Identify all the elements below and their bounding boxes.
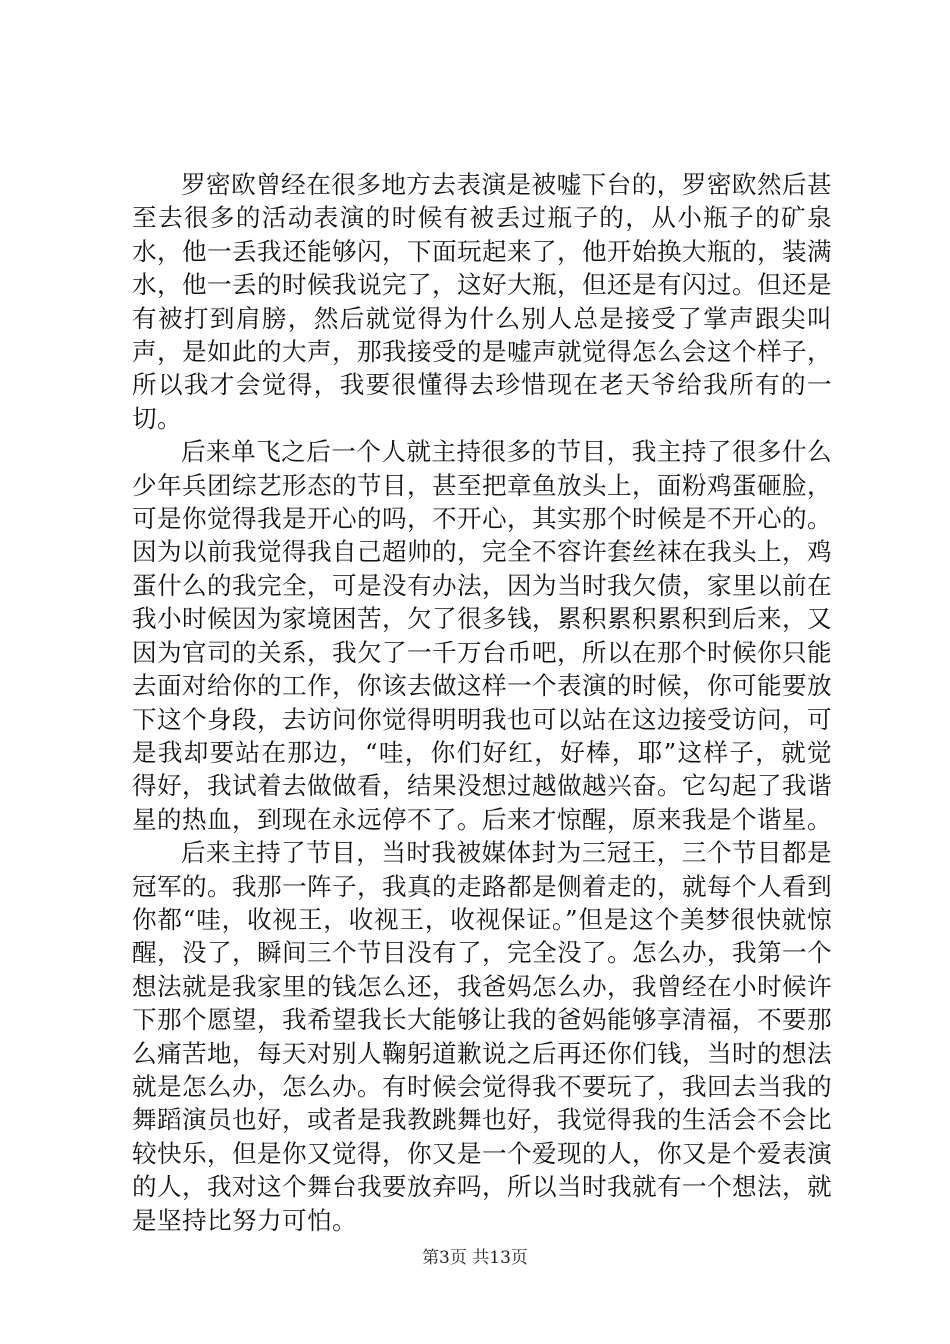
page-number-footer: 第3页 共13页: [422, 1248, 528, 1268]
paragraph-2: 后来单飞之后一个人就主持很多的节目，我主持了很多什么少年兵团综艺形态的节目，甚至把章鱼放头上，面粉鸡蛋砸脸，可是你觉得我是开心的吗，不开心，其实那个时候是不开心的。因为以前我觉得我自己超帅的，完全不容许套丝袜在我头上，鸡蛋什么的我完全，可是没有办法，因为当时我欠债，家里以前在我小时候因为家境困苦，欠了很多钱，累积累积累积到后来，又因为官司的关系，我欠了一千万台币吧，所以在那个时候你只能去面对给你的工作，你该去做这样一个表演的时候，你可能要放下这个身段，去访问你觉得明明我也可以站在这边接受访问，可是我却要站在那边，“哇，你们好红，好棒，耶”这样子，就觉得好，我试着去做做看，结果没想过越做越兴奋。它勾起了我谐星的热血，到现在永远停不了。后来才惊醒，原来我是个谐星。: [132, 437, 832, 834]
paragraph-1: 罗密欧曾经在很多地方去表演是被嘘下台的，罗密欧然后甚至去很多的活动表演的时候有被丢过瓶子的，从小瓶子的矿泉水，他一丢我还能够闪，下面玩起来了，他开始换大瓶的，装满水，他一丢的时候我说完了，这好大瓶，但还是有闪过。但还是有被打到肩膀，然后就觉得为什么别人总是接受了掌声跟尖叫声，是如此的大声，那我接受的是嘘声就觉得怎么会这个样子，所以我才会觉得，我要很懂得去珍惜现在老天爷给我所有的一切。: [132, 170, 832, 433]
paragraph-3: 后来主持了节目，当时我被媒体封为三冠王，三个节目都是冠军的。我那一阵子，我真的走路都是侧着走的，就每个人看到你都“哇，收视王，收视王，收视保证。”但是这个美梦很快就惊醒，没了，瞬间三个节目没有了，完全没了。怎么办，我第一个想法就是我家里的钱怎么还，我爸妈怎么办，我曾经在小时候许下那个愿望，我希望我长大能够让我的爸妈能够享清福，不要那么痛苦地，每天对别人鞠躬道歉说之后再还你们钱，当时的想法就是怎么办，怎么办。有时候会觉得我不要玩了，我回去当我的舞蹈演员也好，或者是我教跳舞也好，我觉得我的生活会不会比较快乐，但是你又觉得，你又是一个爱现的人，你又是个爱表演的人，我对这个舞台我要放弃吗，所以当时我就有一个想法，就是坚持比努力可怕。: [132, 838, 832, 1235]
body-text: [132, 168, 832, 1237]
